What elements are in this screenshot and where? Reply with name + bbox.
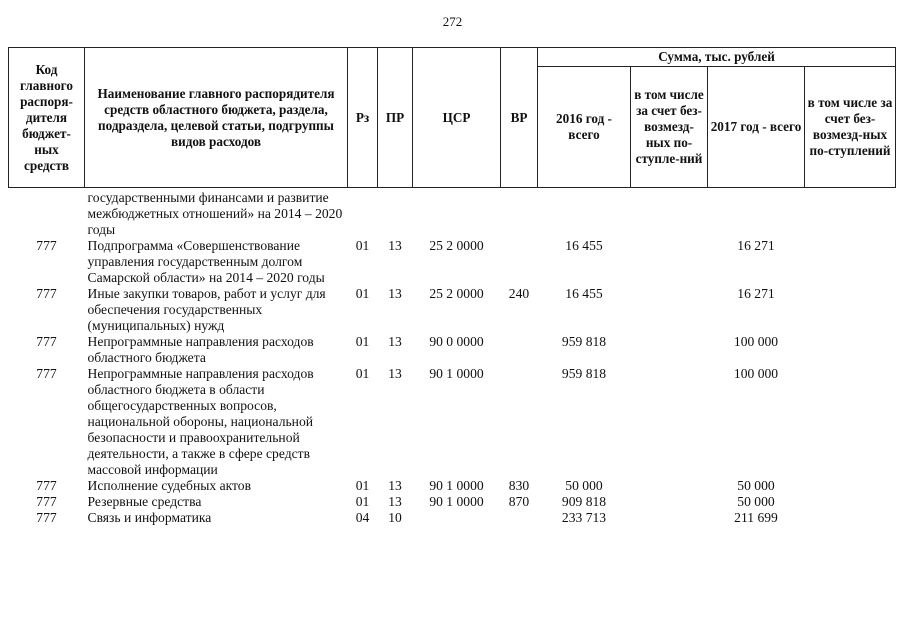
cell-code: 777 xyxy=(36,286,57,301)
cell-rz: 04 xyxy=(355,510,370,525)
table-row xyxy=(9,366,896,478)
cell-csr: 90 1 0000 xyxy=(429,494,484,509)
cell-rz: 01 xyxy=(355,334,370,349)
cell-rz: 01 xyxy=(355,286,370,301)
cell-free-2017 xyxy=(805,510,896,526)
cell-code: 777 xyxy=(36,238,57,253)
cell-code xyxy=(9,188,85,239)
cell-code: 777 xyxy=(36,334,57,349)
cell-pr: 13 xyxy=(388,286,402,301)
table-body xyxy=(9,188,896,527)
cell-pr: 13 xyxy=(388,478,402,493)
header-vr: ВР xyxy=(501,48,538,188)
cell-name: государственными финансами и развитие межбюджетных отношений» на 2014 – 2020 годы xyxy=(87,190,343,237)
header-name: Наименование главного распорядителя средств областного бюджета, раздела, подраздела, целевой статьи, подгруппы видов расходов xyxy=(85,48,348,188)
cell-name: Исполнение судебных актов xyxy=(87,478,252,493)
table-row xyxy=(9,238,896,286)
table-row xyxy=(9,334,896,366)
cell-free-2016 xyxy=(631,366,708,478)
table-row xyxy=(9,286,896,334)
cell-csr: 25 2 0000 xyxy=(429,238,484,253)
header-code: Код главного распоря-дителя бюджет-ных средств xyxy=(9,48,85,188)
cell-csr xyxy=(413,188,501,239)
cell-free-2017 xyxy=(805,188,896,239)
table-row xyxy=(9,478,896,494)
cell-csr: 90 0 0000 xyxy=(429,334,484,349)
table-row xyxy=(9,510,896,526)
cell-name: Связь и информатика xyxy=(87,510,212,525)
cell-sum-2016: 233 713 xyxy=(561,510,607,525)
cell-code: 777 xyxy=(36,366,57,381)
cell-sum-2017: 16 271 xyxy=(737,238,775,253)
cell-rz: 01 xyxy=(355,238,370,253)
table-row xyxy=(9,188,896,239)
cell-name: Иные закупки товаров, работ и услуг для обеспечения государственных (муниципальных) нужд xyxy=(87,286,326,333)
cell-pr: 13 xyxy=(388,334,402,349)
header-2017-free: в том числе за счет без-возмезд-ных по-ступлений xyxy=(805,67,896,188)
cell-free-2016 xyxy=(631,238,708,286)
cell-name: Резервные средства xyxy=(87,494,202,509)
cell-free-2017 xyxy=(805,286,896,334)
cell-rz: 01 xyxy=(355,494,370,509)
cell-sum-2017: 100 000 xyxy=(733,334,779,349)
cell-sum-2016: 909 818 xyxy=(561,494,607,509)
cell-code: 777 xyxy=(36,494,57,509)
cell-vr: 870 xyxy=(508,494,530,509)
cell-vr xyxy=(501,334,538,366)
cell-free-2017 xyxy=(805,478,896,494)
cell-sum-2017: 100 000 xyxy=(733,366,779,381)
cell-free-2017 xyxy=(805,494,896,510)
cell-csr: 90 1 0000 xyxy=(429,478,484,493)
cell-vr xyxy=(501,510,538,526)
cell-sum-2016 xyxy=(538,188,631,239)
cell-sum-2017 xyxy=(708,188,805,239)
budget-table xyxy=(8,47,896,526)
cell-vr xyxy=(501,188,538,239)
header-2016-free: в том числе за счет без-возмезд-ных по-ступле-ний xyxy=(631,67,708,188)
header-rz: Рз xyxy=(348,48,378,188)
cell-free-2016 xyxy=(631,478,708,494)
header-pr: ПР xyxy=(378,48,413,188)
cell-sum-2016: 50 000 xyxy=(565,478,603,493)
cell-vr: 240 xyxy=(508,286,530,301)
cell-vr xyxy=(501,238,538,286)
cell-name: Непрограммные направления расходов областного бюджета в области общегосударственных вопросов, национальной обороны, национальной безопасности и правоохранительной деятельности, а также в сфере средств массовой информации xyxy=(87,366,314,477)
cell-code: 777 xyxy=(36,478,57,493)
cell-rz: 01 xyxy=(355,478,370,493)
cell-vr xyxy=(501,366,538,478)
cell-csr xyxy=(413,510,501,526)
header-csr: ЦСР xyxy=(413,48,501,188)
cell-sum-2017: 50 000 xyxy=(737,478,775,493)
cell-free-2016 xyxy=(631,510,708,526)
cell-pr: 13 xyxy=(388,238,402,253)
cell-sum-2016: 16 455 xyxy=(565,238,603,253)
cell-free-2016 xyxy=(631,286,708,334)
header-sum-group: Сумма, тыс. рублей xyxy=(538,48,896,67)
cell-sum-2016: 959 818 xyxy=(561,366,607,381)
cell-free-2016 xyxy=(631,334,708,366)
cell-free-2016 xyxy=(631,494,708,510)
cell-sum-2017: 16 271 xyxy=(737,286,775,301)
cell-name: Подпрограмма «Совершенствование управления государственным долгом Самарской области» на 2014 – 2020 годы xyxy=(87,238,325,285)
cell-pr: 13 xyxy=(388,366,402,381)
table-row xyxy=(9,494,896,510)
cell-sum-2016: 16 455 xyxy=(565,286,603,301)
cell-csr: 25 2 0000 xyxy=(429,286,484,301)
cell-pr: 13 xyxy=(388,494,402,509)
cell-free-2016 xyxy=(631,188,708,239)
cell-free-2017 xyxy=(805,334,896,366)
cell-vr: 830 xyxy=(508,478,530,493)
cell-free-2017 xyxy=(805,366,896,478)
header-2017-total: 2017 год - всего xyxy=(708,67,805,188)
header-2016-total: 2016 год - всего xyxy=(538,67,631,188)
cell-sum-2017: 211 699 xyxy=(734,510,778,525)
cell-rz xyxy=(348,188,378,239)
cell-free-2017 xyxy=(805,238,896,286)
page-number: 272 xyxy=(442,14,463,29)
cell-sum-2016: 959 818 xyxy=(561,334,607,349)
table-header xyxy=(9,48,896,188)
cell-csr: 90 1 0000 xyxy=(429,366,484,381)
cell-name: Непрограммные направления расходов областного бюджета xyxy=(87,334,314,365)
cell-code: 777 xyxy=(36,510,57,525)
cell-pr: 10 xyxy=(388,510,402,525)
cell-sum-2017: 50 000 xyxy=(737,494,775,509)
cell-pr xyxy=(378,188,413,239)
cell-rz: 01 xyxy=(355,366,370,381)
